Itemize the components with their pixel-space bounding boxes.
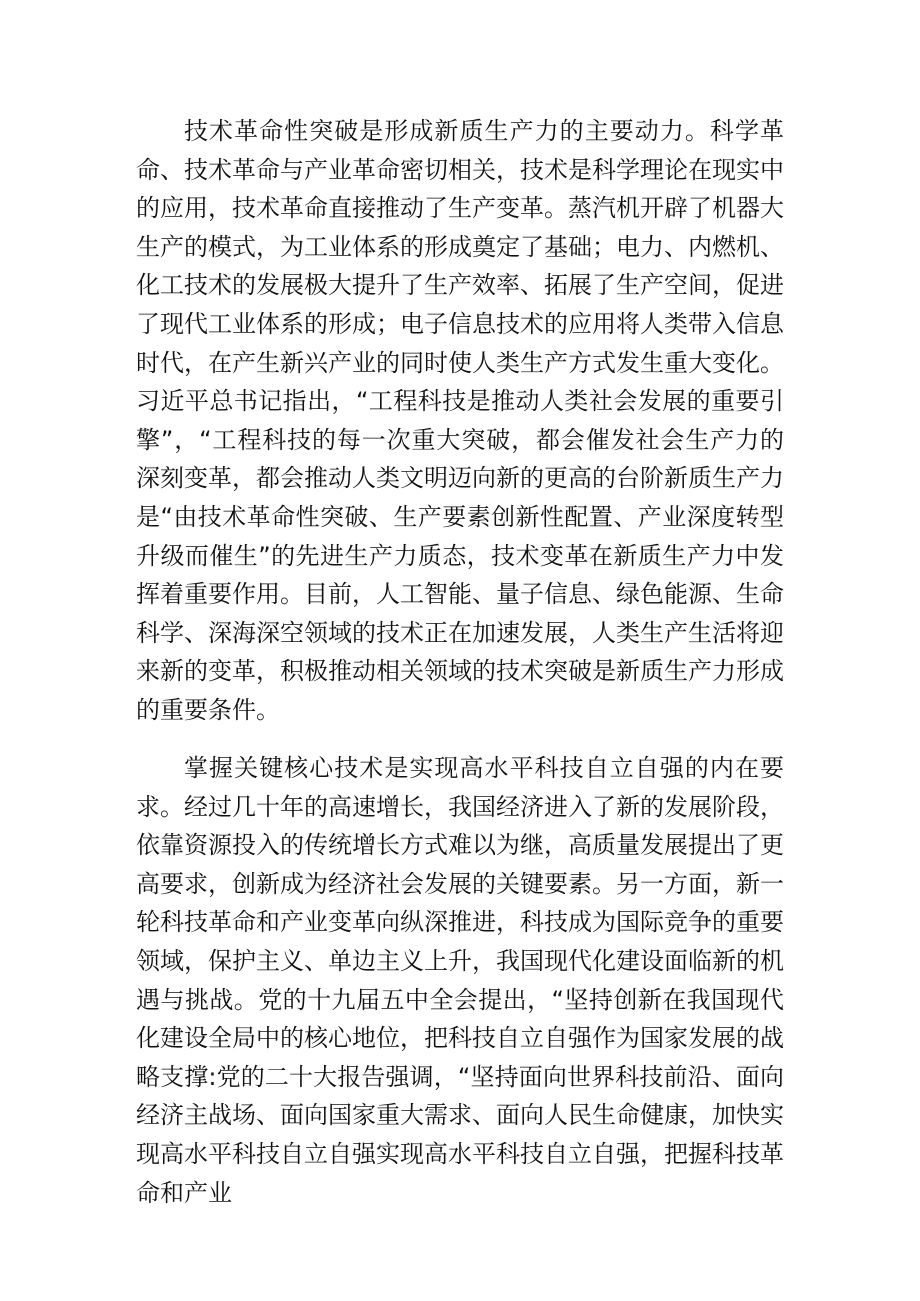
paragraph-core-technology: 掌握关键核心技术是实现高水平科技自立自强的内在要求。经过几十年的高速增长，我国经济进入了新的发展阶段，依靠资源投入的传统增长方式难以为继，高质量发展提出了更高要求，创新成为经济社会发展的关键要素。另一方面，新一轮科技革命和产业变革向纵深推进，科技成为国际竞争的重要领域，保护主义、单边主义上升，我国现代化建设面临新的机遇与挑战。党的十九届五中全会提出，“坚持创新在我国现代化建设全局中的核心地位，把科技自立自强作为国家发展的战略支撑:党的二十大报告强调，“坚持面向世界科技前沿、面向经济主战场、面向国家重大需求、面向人民生命健康，加快实现高水平科技自立自强实现高水平科技自立自强，把握科技革命和产业: [136, 754, 784, 1207]
paragraph-technology-revolution: 技术革命性突破是形成新质生产力的主要动力。科学革命、技术革命与产业革命密切相关，技术是科学理论在现实中的应用，技术革命直接推动了生产变革。蒸汽机开辟了机器大生产的模式，为工业体系的形成奠定了基础；电力、内燃机、化工技术的发展极大提升了生产效率、拓展了生产空间，促进了现代工业体系的形成；电子信息技术的应用将人类带入信息时代，在产生新兴产业的同时使人类生产方式发生重大变化。习近平总书记指出，“工程科技是推动人类社会发展的重要引擎”，“工程科技的每一次重大突破，都会催发社会生产力的深刻变革，都会推动人类文明迈向新的更高的台阶新质生产力是“由技术革命性突破、生产要素创新性配置、产业深度转型升级而催生”的先进生产力质态，技术变革在新质生产力中发挥着重要作用。目前，人工智能、量子信息、绿色能源、生命科学、深海深空领域的技术正在加速发展，人类生产生活将迎来新的变革，积极推动相关领域的技术突破是新质生产力形成的重要条件。: [136, 117, 784, 724]
